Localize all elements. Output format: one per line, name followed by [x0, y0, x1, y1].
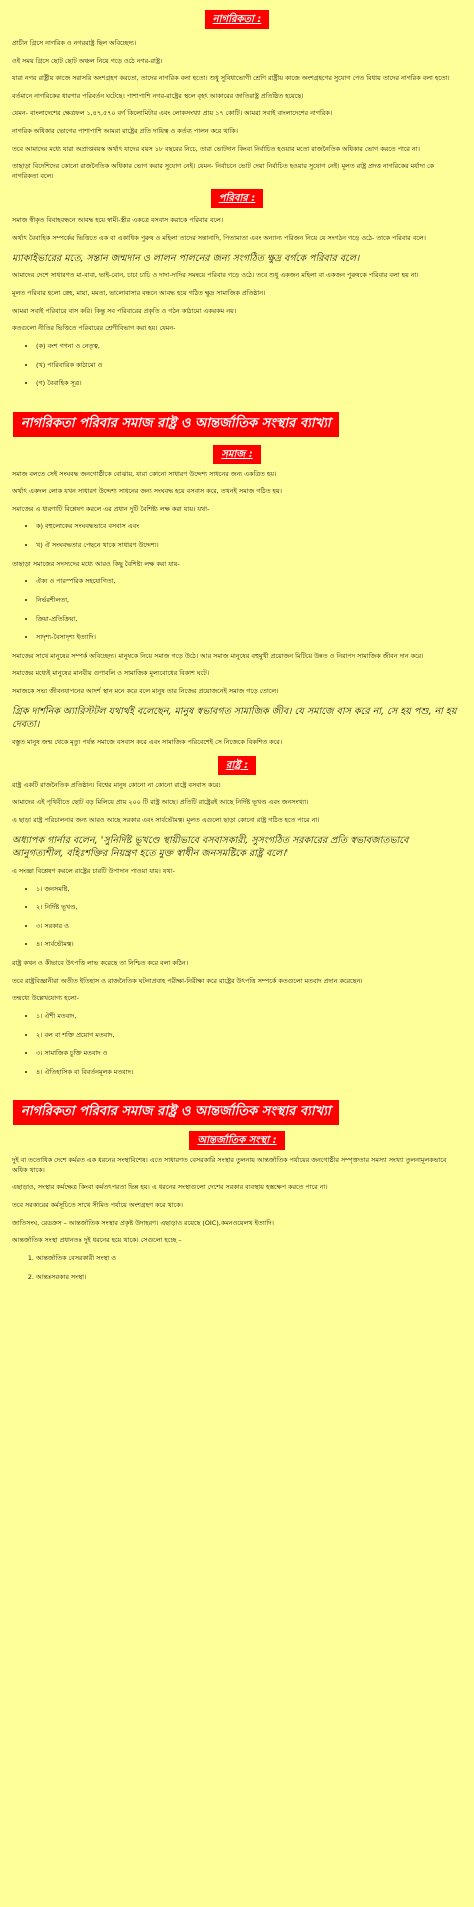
- intl-org-para: এছাড়াও, সংস্থার কর্মক্ষেত্র কিংবা কর্মতৎপরতা ভিন্ন হয়। এ ধরনের সংস্থাগুলো দেশের সরকার ব্যবস্থায় হস্তক্ষেপ করতে পারে না।: [12, 1183, 328, 1192]
- family-types-list: [12, 342, 462, 389]
- list-item: • নির্ভরশীলতা,: [36, 596, 462, 606]
- list-item: • (ক) বংশ গণনা ও নেতৃত্ব,: [36, 342, 462, 352]
- list-item: 2. আন্তঃসরকার সংস্থা।: [36, 1273, 462, 1283]
- state-theories-list: [12, 1012, 462, 1077]
- society-traits-list: [12, 577, 462, 642]
- state-para: আমাদের এই পৃথিবীতে ছোট বড় মিলিয়ে প্রায় ২০০ টি রাষ্ট্র আছে। প্রতিটি রাষ্ট্রেরই আছে নির্দিষ্ট ভূখণ্ড এবং জনসংখ্যা।: [12, 798, 309, 807]
- citizenship-para: যেমন- বাংলাদেশের ক্ষেত্রফল ১,৪৭,৫৭০ বর্গ কিলোমিটার এবং লোকসংখ্যা প্রায় ১৭ কোটি। আমরা সবাই বাংলাদেশের নাগরিক।: [12, 109, 333, 118]
- article-banner-1: নাগরিকতা পরিবার সমাজ রাষ্ট্র ও আন্তর্জাতিক সংস্থার ব্যাখ্যা: [13, 412, 339, 437]
- list-item: • ১। জনসমষ্টি,: [36, 885, 462, 895]
- intl-org-para: জাতিসংঘ, রেডক্রস – আন্তর্জাতিক সংস্থার প্রকৃষ্ট উদাহরণ। এছাড়াও রয়েছে (OIC),কমনওয়েলথ ইত্যাদি।: [12, 1218, 274, 1227]
- society-para: অর্থাৎ একদল লোক যখন সাধারণ উদ্দেশ্য সাধনের জন্য সংঘবদ্ধ হয়ে বসবাস করে, তখনই সমাজ গঠিত হয়।: [12, 487, 282, 496]
- list-item: • ৩। সামাজিক চুক্তি মতবাদ ও: [36, 1049, 462, 1059]
- state-heading: রাষ্ট্র :: [218, 756, 256, 775]
- state-elements-list: [12, 885, 462, 950]
- society-para: সমাজকে সভ্য জীবনযাপনের আদর্শ স্থান মনে করে বলে মানুষ তার নিজের প্রয়োজনেই সমাজ গড়ে তোলে।: [12, 686, 279, 695]
- citizenship-heading: নাগরিকতা :: [205, 10, 270, 29]
- citizenship-para: তবে আমাদের মধ্যে যারা অপ্রাপ্তবয়স্ক অর্থাৎ যাদের বয়স ১৮ বছরের নিচে, তারা ভোটদান কিংবা নির্বাচিত হওয়ার মতো রাজনৈতিক অধিকার ভোগ করতে পারে না।: [12, 144, 420, 153]
- society-para: বস্তুত মানুষ জন্ম থেকে মৃত্যু পর্যন্ত সমাজে বসবাস করে এবং সামাজিক পরিবেশেই সে নিজেকে বিকশিত করে।: [12, 738, 282, 747]
- state-para: রাষ্ট্র একটি রাজনৈতিক প্রতিষ্ঠান। বিশ্বের মানুষ কোনো না কোনো রাষ্ট্রে বসবাস করে।: [12, 780, 221, 789]
- state-para: রাষ্ট্র কখন ও কীভাবে উৎপত্তি লাভ করেছে তা নিশ্চিত করে বলা কঠিন।: [12, 959, 189, 968]
- family-para: আমরা সবাই পরিবারে বাস করি। কিন্তু সব পরিবারের প্রকৃতি ও গঠন কাঠামো একরকম নয়।: [12, 306, 237, 315]
- citizenship-para: ওই সময় গ্রিসে ছোট ছোট অঞ্চল নিয়ে গড়ে ওঠে নগর-রাষ্ট্র।: [12, 56, 163, 65]
- intl-org-para: দুই বা ততোধিক দেশে কর্মরত এক ধরনের সংস্থাবিশেষ। এতে সাধারণত বেসরকারি সংস্থার তুলনায় আন্তর্জাতিক পর্যায়ের জনগোষ্ঠীর সম্পৃক্ততার সমস্যা সংখ্যা তুলনামূলকভাবে অধিক থাকে।: [12, 1156, 447, 1174]
- list-item: • খ) ঐ সংঘবদ্ধতার পেছনে থাকে সাধারণ উদ্দেশ্য।: [36, 541, 462, 551]
- intl-org-types-list: [12, 1254, 462, 1282]
- list-item: 1. আন্তর্জাতিক বেসরকারী সংস্থা ও: [36, 1254, 462, 1264]
- list-item: • ২। নির্দিষ্ট ভূখণ্ড,: [36, 903, 462, 913]
- state-para: তবে রাষ্ট্রবিজ্ঞানীরা অতীত ইতিহাস ও রাজনৈতিক ঘটনাপ্রবাহ পরীক্ষা-নিরীক্ষা করে রাষ্ট্রের উৎপত্তি সম্পর্কে কতগুলো মতবাদ প্রদান করেছেন।: [12, 976, 363, 985]
- list-item: • ক) বহুলোকের সংঘবদ্ধভাবে বসবাস এবং: [36, 522, 462, 532]
- list-item: • ৩। সরকার ও: [36, 922, 462, 932]
- list-item: • ঐক্য ও পারস্পরিক সহযোগিতা,: [36, 577, 462, 587]
- state-para: এ সংজ্ঞা বিশ্লেষণ করলে রাষ্ট্রের চারটি উপাদান পাওয়া যায়। যথা-: [12, 867, 175, 876]
- family-heading: পরিবার :: [211, 189, 264, 208]
- family-quote: ম্যাকাইভারের মতে, সন্তান জন্মদান ও লালন পালনের জন্য সংগঠিত ক্ষুদ্র বর্গকে পরিবার বলে।: [12, 252, 360, 264]
- family-para: আমাদের দেশে সাধারণত মা-বাবা, ভাই-বোন, চাচা চাচি ও দাদা-দাদির সমন্বয়ে পরিবার গড়ে ওঠে। তবে শুধু একজন মহিলা বা একজন পুরুষকে পরিবার বলা হয় না।: [12, 271, 419, 280]
- citizenship-para: প্রাচীন গ্রিসে নাগরিক ও নগররাষ্ট্র ছিল অবিচ্ছেদ্য।: [12, 39, 137, 47]
- state-quote: অধ্যাপক গার্নার বলেন, 'সুনির্দিষ্ট ভূখণ্ডে স্থায়ীভাবে বসবাসকারী, সুসংগঠিত সরকারের প্রতি স্বভাবজাতভাবে আনুগত্যশীল, বহিঃশক্তির নিয়ন্ত্রণ হতে মুক্ত স্বাধীন জনসমষ্টিকে রাষ্ট্র বলে।': [12, 834, 409, 860]
- society-para: তাছাড়া সমাজের সদস্যদের মধ্যে আরও কিছু বৈশিষ্ট্য লক্ষ করা যায়-: [12, 559, 180, 568]
- list-item: • ৪। ঐতিহাসিক বা বিবর্তনমূলক মতবাদ।: [36, 1068, 462, 1078]
- list-item: • ৪। সার্বভৌমত্ব।: [36, 940, 462, 950]
- society-para: সমাজ বলতে সেই সংঘবদ্ধ জনগোষ্ঠীকে বোঝায়, যারা কোনো সাধারণ উদ্দেশ্য সাধনের জন্য একত্রিত হয়।: [12, 469, 277, 478]
- citizenship-para: যারা নগর রাষ্ট্রীয় কাজে সরাসরি অংশগ্রহণ করতো, তাদের নাগরিক বলা হতো। শুধু সুবিধাভোগী শ্রেণি রাষ্ট্রীয় কাজে অংশগ্রহণের সুযোগ পেত বিধায় তাদের নাগরিক বলা হতো।: [12, 74, 450, 83]
- state-para: তন্মধ্যে উল্লেখযোগ্য হলো-: [12, 994, 79, 1003]
- society-para: সমাজের মধ্যেই মানুষের মানবীয় গুণাবলি ও সামাজিক মূল্যবোধের বিকাশ ঘটে।: [12, 669, 210, 678]
- list-item: • ২। বল বা শক্তি প্রয়োগ মতবাদ,: [36, 1031, 462, 1041]
- family-para: কতগুলো নীতির ভিত্তিতে পরিবারের শ্রেণীবিভাগ করা হয়। যেমন-: [12, 324, 176, 333]
- family-para: অর্থাৎ বৈবাহিক সম্পর্কের ভিত্তিতে এক বা একাধিক পুরুষ ও মহিলা তাদের সন্তানাদি, পিতামাতা এবং অন্যান্য পরিজন নিয়ে যে সংগঠন গড়ে ওঠে- তাকে পরিবার বলে।: [12, 234, 426, 243]
- list-item: • (গ) বৈবাহিক সূত্র।: [36, 379, 462, 389]
- list-item: • (খ) পারিবারিক কাঠামো ও: [36, 361, 462, 371]
- intl-org-para: আন্তর্জাতিক সংস্থা প্রধানতঃ দুই ধরনের হয়ে থাকে। সেগুলো হচ্ছে –: [12, 1236, 182, 1245]
- state-para: এ ছাড়া রাষ্ট্র পরিচালনার জন্য আরও আছে সরকার এবং সার্বভৌমত্ব। মূলত এগুলো ছাড়া কোনো রাষ্ট্র গঠিত হতে পারে না।: [12, 815, 320, 824]
- citizenship-para: নাগরিক অধিকার ভোগের পাশাপাশি আমরা রাষ্ট্রের প্রতি দায়িত্ব ও কর্তব্য পালন করে থাকি।: [12, 127, 238, 136]
- society-features-list: [12, 522, 462, 550]
- article-banner-2: নাগরিকতা পরিবার সমাজ রাষ্ট্র ও আন্তর্জাতিক সংস্থার ব্যাখ্যা: [13, 1100, 339, 1125]
- society-quote: গ্রিক দার্শনিক অ্যারিস্টটল যথার্থই বলেছেন, মানুষ স্বভাবগত সামাজিক জীব। যে সমাজে বাস করে না, সে হয় পশু, না হয় দেবতা।: [12, 705, 457, 731]
- list-item: • সাদৃশ্য-বৈসাদৃশ্য ইত্যাদি।: [36, 633, 462, 643]
- family-para: মূলত পরিবার হলো স্নেহ, মায়া, মমতা, ভালোবাসার বন্ধনে আবদ্ধ হয়ে গঠিত ক্ষুদ্র সামাজিক প্রতিষ্ঠান।: [12, 289, 266, 298]
- society-para: সমাজের এ ধারণাটি বিশ্লেষণ করলে এর প্রধান দুটি বৈশিষ্ট্য লক্ষ করা যায়। যথা-: [12, 504, 210, 513]
- citizenship-para: বর্তমানে নাগরিকের ধারণার পরিবর্তন ঘটেছে। পাশাপাশি নগর-রাষ্ট্রের স্থলে বৃহৎ আকারের জাতিরাষ্ট্র প্রতিষ্ঠিত হয়েছে।: [12, 91, 304, 100]
- intl-org-heading: আন্তর্জাতিক সংস্থা :: [189, 1131, 284, 1150]
- society-heading: সমাজ :: [213, 445, 261, 464]
- list-item: • ১। ঐশী মতবাদ,: [36, 1012, 462, 1022]
- family-para: সমাজ স্বীকৃত বিবাহবন্ধনে আবদ্ধ হয়ে স্বামী-স্ত্রীর একত্রে বসবাস করাকে পরিবার বলে।: [12, 216, 224, 225]
- intl-org-para: তবে সরকারের কর্মসূচিতে সাথে সীমিত পর্যায়ে অংশগ্রহণ করে থাকে।: [12, 1201, 183, 1210]
- citizenship-para: তাছাড়া বিদেশিদের কোনো রাজনৈতিক অধিকার ভোগ করার সুযোগ নেই। যেমন- নির্বাচনে ভোট দেয়া নির্বাচিত হওয়ার সুযোগ নেই। মূলত রাষ্ট্র প্রদত্ত নাগরিকের মর্যাদা কে নাগরিকতা বলে।: [12, 162, 435, 180]
- society-para: সমাজের সাথে মানুষের সম্পর্ক অবিচ্ছেদ্য। মানুষকে নিয়ে সমাজ গড়ে উঠে। আর সমাজ মানুষের বহুমুখী প্রয়োজন মিটিয়ে উন্নত ও নিরাপদ সামাজিক জীবন দান করে।: [12, 651, 424, 660]
- list-item: • ক্রিয়া-প্রতিক্রিয়া,: [36, 615, 462, 625]
